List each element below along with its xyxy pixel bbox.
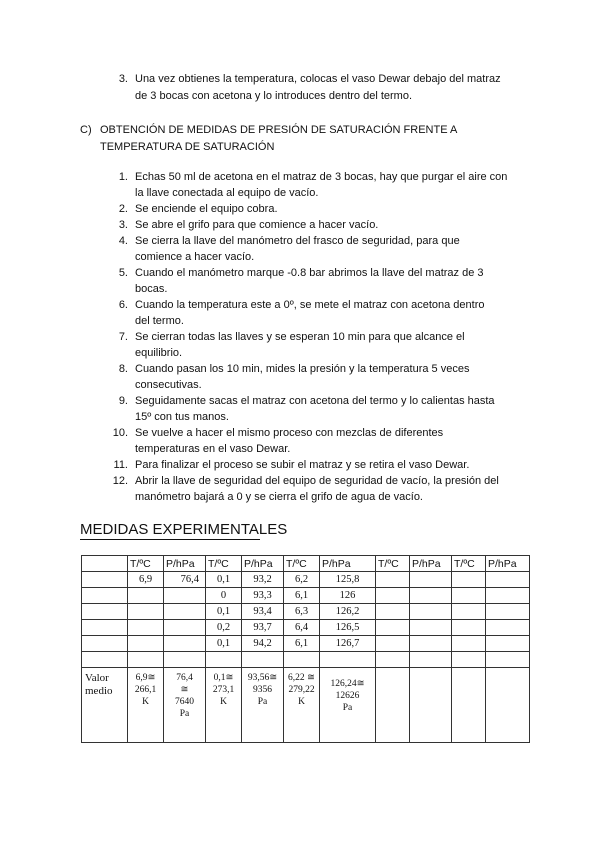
table-cell — [82, 620, 128, 636]
table-cell — [486, 652, 530, 668]
average-cell-line: 7640 — [175, 697, 194, 707]
table-cell: 0,1 — [206, 636, 242, 652]
header-cell: P/hPa — [320, 556, 376, 572]
average-cell-line: 93,56≅ — [247, 673, 278, 683]
table-cell: 76,4 — [164, 572, 206, 588]
table-cell — [486, 572, 530, 588]
step-line: bocas. — [135, 283, 168, 295]
table-cell — [128, 604, 164, 620]
average-row — [82, 668, 530, 743]
measurements-title: MEDIDAS EXPERIMENTALES — [80, 521, 288, 538]
step-line: Para finalizar el proceso se subir el matraz y se retira el vaso Dewar. — [135, 459, 470, 471]
average-cell-line: Pa — [257, 697, 268, 707]
average-cell-line: ≅ — [180, 685, 189, 695]
step-line: Cuando el manómetro marque -0.8 bar abrimos la llave del matraz de 3 — [135, 267, 484, 279]
table-row — [82, 604, 530, 620]
step-line: Se vuelve a hacer el mismo proceso con mezclas de diferentes — [135, 427, 444, 439]
average-label-line: medio — [85, 685, 113, 697]
step-number: 10. — [112, 427, 128, 439]
table-cell: 6,9 — [128, 572, 164, 588]
table-cell — [452, 604, 486, 620]
table-cell — [128, 652, 164, 668]
average-cell — [164, 668, 206, 743]
table-cell: 94,2 — [242, 636, 284, 652]
average-cell-line: K — [298, 697, 305, 707]
table-cell: 125,8 — [320, 572, 376, 588]
table-cell — [376, 604, 410, 620]
measurements-table — [81, 555, 530, 743]
average-cell-line: 266,1 — [134, 685, 157, 695]
step-number: 1. — [118, 171, 128, 183]
average-cell-line: 0,1≅ — [213, 673, 234, 683]
table-cell — [486, 668, 530, 743]
section-title-line: TEMPERATURA DE SATURACIÓN — [100, 141, 275, 153]
table-cell — [82, 636, 128, 652]
table-cell — [242, 652, 284, 668]
step-line: Cuando la temperatura este a 0º, se mete el matraz con acetona dentro — [135, 299, 485, 311]
table-cell — [164, 620, 206, 636]
table-cell — [128, 620, 164, 636]
step-line: del termo. — [135, 315, 184, 327]
intro-step-line: Una vez obtienes la temperatura, colocas el vaso Dewar debajo del matraz — [135, 73, 501, 85]
table-cell: 126 — [320, 588, 376, 604]
step-number: 8. — [118, 363, 128, 375]
average-cell-line: 279,22 — [288, 685, 315, 695]
table-cell: 93,2 — [242, 572, 284, 588]
step-line: Seguidamente sacas el matraz con acetona del termo y lo calientas hasta — [135, 395, 495, 407]
step-line: 15º con tus manos. — [135, 411, 229, 423]
table-cell — [82, 572, 128, 588]
header-cell: T/ºC — [206, 556, 242, 572]
header-cell: P/hPa — [410, 556, 452, 572]
average-cell — [242, 668, 284, 743]
table-cell: 0,1 — [206, 572, 242, 588]
step-line: consecutivas. — [135, 379, 202, 391]
step-number: 11. — [113, 459, 128, 471]
table-cell — [164, 588, 206, 604]
table-cell — [320, 652, 376, 668]
average-cell — [320, 668, 376, 743]
average-label — [82, 668, 128, 743]
step-line: Se abre el grifo para que comience a hacer vacío. — [135, 219, 379, 231]
table-cell — [164, 604, 206, 620]
table-row — [82, 572, 530, 588]
table-cell — [376, 572, 410, 588]
header-cell: T/ºC — [452, 556, 486, 572]
section-letter: C) — [80, 124, 92, 136]
table-cell — [376, 636, 410, 652]
step-line: la llave conectada al equipo de vacío. — [135, 187, 319, 199]
average-cell-line: 273,1 — [212, 685, 235, 695]
table-cell — [452, 620, 486, 636]
step-line: Se cierran todas las llaves y se esperan 10 min para que alcance el — [135, 331, 465, 343]
table-cell — [486, 620, 530, 636]
step-line: Echas 50 ml de acetona en el matraz de 3 bocas, hay que purgar el aire con — [135, 171, 508, 183]
average-cell-line: 6,22 ≅ — [288, 673, 315, 683]
header-cell: T/ºC — [128, 556, 164, 572]
step-line: manómetro bajará a 0 y se cierra el grifo de agua de vacío. — [135, 491, 423, 503]
table-cell — [486, 604, 530, 620]
average-cell-line: 126,24≅ — [330, 679, 365, 689]
header-cell — [82, 556, 128, 572]
table-cell — [452, 572, 486, 588]
table-cell: 0 — [206, 588, 242, 604]
table-row — [82, 636, 530, 652]
table-cell: 0,2 — [206, 620, 242, 636]
table-cell: 6,3 — [284, 604, 320, 620]
step-number: 6. — [118, 299, 128, 311]
table-cell: 126,5 — [320, 620, 376, 636]
table-cell — [452, 668, 486, 743]
step-line: Cuando pasan los 10 min, mides la presión y la temperatura 5 veces — [135, 363, 470, 375]
table-cell — [410, 636, 452, 652]
average-cell — [284, 668, 320, 743]
step-line: comience a hacer vacío. — [135, 251, 255, 263]
table-cell — [486, 588, 530, 604]
header-cell: P/hPa — [164, 556, 206, 572]
table-row — [82, 588, 530, 604]
intro-step-number: 3. — [118, 73, 128, 85]
average-cell — [206, 668, 242, 743]
average-label-line: Valor — [85, 672, 109, 684]
step-number: 5. — [118, 267, 128, 279]
average-cell-line: 6,9≅ — [135, 673, 156, 683]
intro-step-line: de 3 bocas con acetona y lo introduces dentro del termo. — [135, 90, 413, 102]
section-title-line: OBTENCIÓN DE MEDIDAS DE PRESIÓN DE SATURACIÓN FRENTE A — [100, 124, 458, 136]
step-line: Se enciende el equipo cobra. — [135, 203, 278, 215]
table-cell — [128, 636, 164, 652]
table-row — [82, 652, 530, 668]
step-line: Abrir la llave de seguridad del equipo de seguridad de vacío, la presión del — [135, 475, 499, 487]
header-cell: T/ºC — [284, 556, 320, 572]
average-cell-line: 12626 — [335, 691, 360, 701]
step-line: Se cierra la llave del manómetro del frasco de seguridad, para que — [135, 235, 460, 247]
table-cell — [452, 588, 486, 604]
step-number: 9. — [118, 395, 128, 407]
header-cell: P/hPa — [242, 556, 284, 572]
table-cell — [410, 572, 452, 588]
step-number: 2. — [118, 203, 128, 215]
table-cell — [164, 636, 206, 652]
table-header-row — [82, 556, 530, 572]
table-row — [82, 620, 530, 636]
step-line: temperaturas en el vaso Dewar. — [135, 443, 291, 455]
average-cell-line: 9356 — [253, 685, 272, 695]
table-cell: 6,4 — [284, 620, 320, 636]
table-cell — [410, 652, 452, 668]
table-cell: 6,1 — [284, 636, 320, 652]
title-underline — [80, 539, 260, 540]
table-cell: 93,4 — [242, 604, 284, 620]
step-line: equilibrio. — [135, 347, 183, 359]
average-cell-line: 76,4 — [176, 673, 193, 683]
table-cell — [376, 620, 410, 636]
table-cell — [82, 652, 128, 668]
table-cell: 126,2 — [320, 604, 376, 620]
table-cell — [206, 652, 242, 668]
step-number: 7. — [118, 331, 128, 343]
table-cell: 93,3 — [242, 588, 284, 604]
step-number: 3. — [118, 219, 128, 231]
average-cell — [128, 668, 164, 743]
table-cell — [410, 588, 452, 604]
table-cell — [128, 588, 164, 604]
step-number: 4. — [118, 235, 128, 247]
table-cell: 126,7 — [320, 636, 376, 652]
table-cell — [410, 668, 452, 743]
table-cell — [284, 652, 320, 668]
table-cell — [452, 636, 486, 652]
table-cell — [410, 604, 452, 620]
table-cell — [376, 588, 410, 604]
average-cell-line: Pa — [342, 703, 353, 713]
table-cell — [376, 668, 410, 743]
table-cell — [410, 620, 452, 636]
table-cell: 93,7 — [242, 620, 284, 636]
table-cell — [164, 652, 206, 668]
table-cell — [452, 652, 486, 668]
header-cell: T/ºC — [376, 556, 410, 572]
table-cell — [82, 588, 128, 604]
table-cell — [376, 652, 410, 668]
table-cell: 0,1 — [206, 604, 242, 620]
average-cell-line: K — [142, 697, 149, 707]
average-cell-line: K — [220, 697, 227, 707]
table-cell: 6,1 — [284, 588, 320, 604]
table-cell — [82, 604, 128, 620]
table-cell: 6,2 — [284, 572, 320, 588]
table-cell — [486, 636, 530, 652]
header-cell: P/hPa — [486, 556, 530, 572]
step-number: 12. — [112, 475, 128, 487]
average-cell-line: Pa — [179, 709, 190, 719]
